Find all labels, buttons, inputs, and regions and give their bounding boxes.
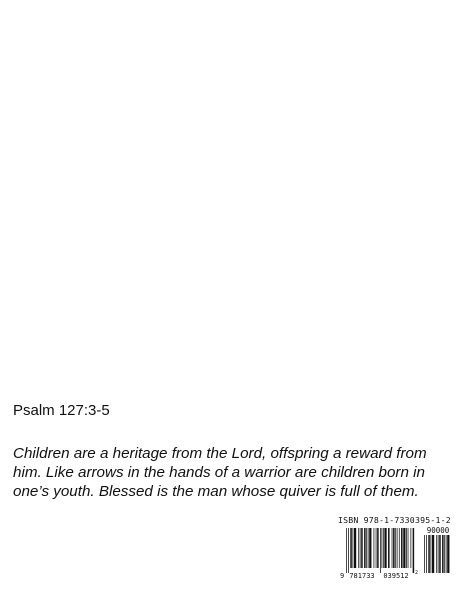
- barcode-bar: [366, 528, 367, 568]
- barcode-bar: [346, 528, 347, 573]
- scripture-reference: Psalm 127:3-5: [13, 402, 110, 419]
- ean-price-digit: 2: [415, 570, 419, 576]
- barcode-bar: [392, 528, 393, 568]
- addon-digits: 90000: [426, 526, 450, 535]
- ean-barcode-bars: [346, 528, 414, 573]
- barcode-bar: [447, 535, 449, 573]
- barcode-bar: [350, 528, 352, 568]
- barcode-bar: [411, 528, 412, 568]
- barcode-bar: [406, 528, 407, 568]
- barcode-bar: [399, 528, 400, 568]
- barcode-bar: [377, 528, 379, 568]
- barcode-bar: [376, 528, 377, 568]
- verse-line: one’s youth. Blessed is the man whose quiver is full of them.: [13, 483, 419, 500]
- barcode-bar: [442, 535, 444, 573]
- barcode-bar: [384, 528, 386, 568]
- barcode-bar: [369, 528, 371, 568]
- barcode-bar: [388, 528, 390, 568]
- barcode-bar: [439, 535, 441, 573]
- ean-first-digit: 9: [340, 572, 345, 580]
- barcode-bar: [431, 535, 432, 573]
- verse-line: him. Like arrows in the hands of a warrior are children born in: [13, 464, 425, 481]
- barcode-bar: [397, 528, 398, 568]
- isbn-label: ISBN 978-1-7330395-1-2: [338, 515, 451, 525]
- barcode-bar: [428, 535, 430, 573]
- barcode-bar: [446, 535, 447, 573]
- barcode-bar: [353, 528, 354, 568]
- barcode-bar: [374, 528, 375, 568]
- barcode-bar: [438, 535, 439, 573]
- barcode-bar: [408, 528, 409, 568]
- barcode-bar: [348, 528, 349, 573]
- barcode-bar: [413, 528, 415, 573]
- barcode-bar: [361, 528, 363, 568]
- barcode-bar: [354, 528, 356, 568]
- barcode-bar: [380, 528, 381, 573]
- barcode-bar: [358, 528, 359, 568]
- verse-line: Children are a heritage from the Lord, offspring a reward from: [13, 445, 427, 462]
- barcode-bar: [432, 535, 434, 573]
- barcode-bar: [426, 535, 427, 573]
- addon-barcode-bars: [424, 535, 449, 573]
- barcode-bar: [403, 528, 405, 568]
- barcode-bar: [360, 528, 361, 568]
- barcode-bar: [382, 528, 383, 568]
- barcode-bar: [444, 535, 445, 573]
- isbn-barcode: [338, 516, 450, 580]
- barcode-bar: [424, 535, 425, 573]
- barcode-graphic: [338, 526, 450, 580]
- ean-left-digits: 781733: [349, 572, 375, 580]
- scripture-verse: [13, 444, 458, 501]
- barcode-bar: [368, 528, 369, 568]
- ean-right-digits: 039512: [383, 572, 409, 580]
- barcode-bar: [393, 528, 395, 568]
- barcode-bar: [364, 528, 366, 568]
- barcode-bar: [383, 528, 384, 568]
- barcode-bar: [401, 528, 403, 568]
- barcode-bar: [395, 528, 396, 568]
- barcode-bar: [436, 535, 437, 573]
